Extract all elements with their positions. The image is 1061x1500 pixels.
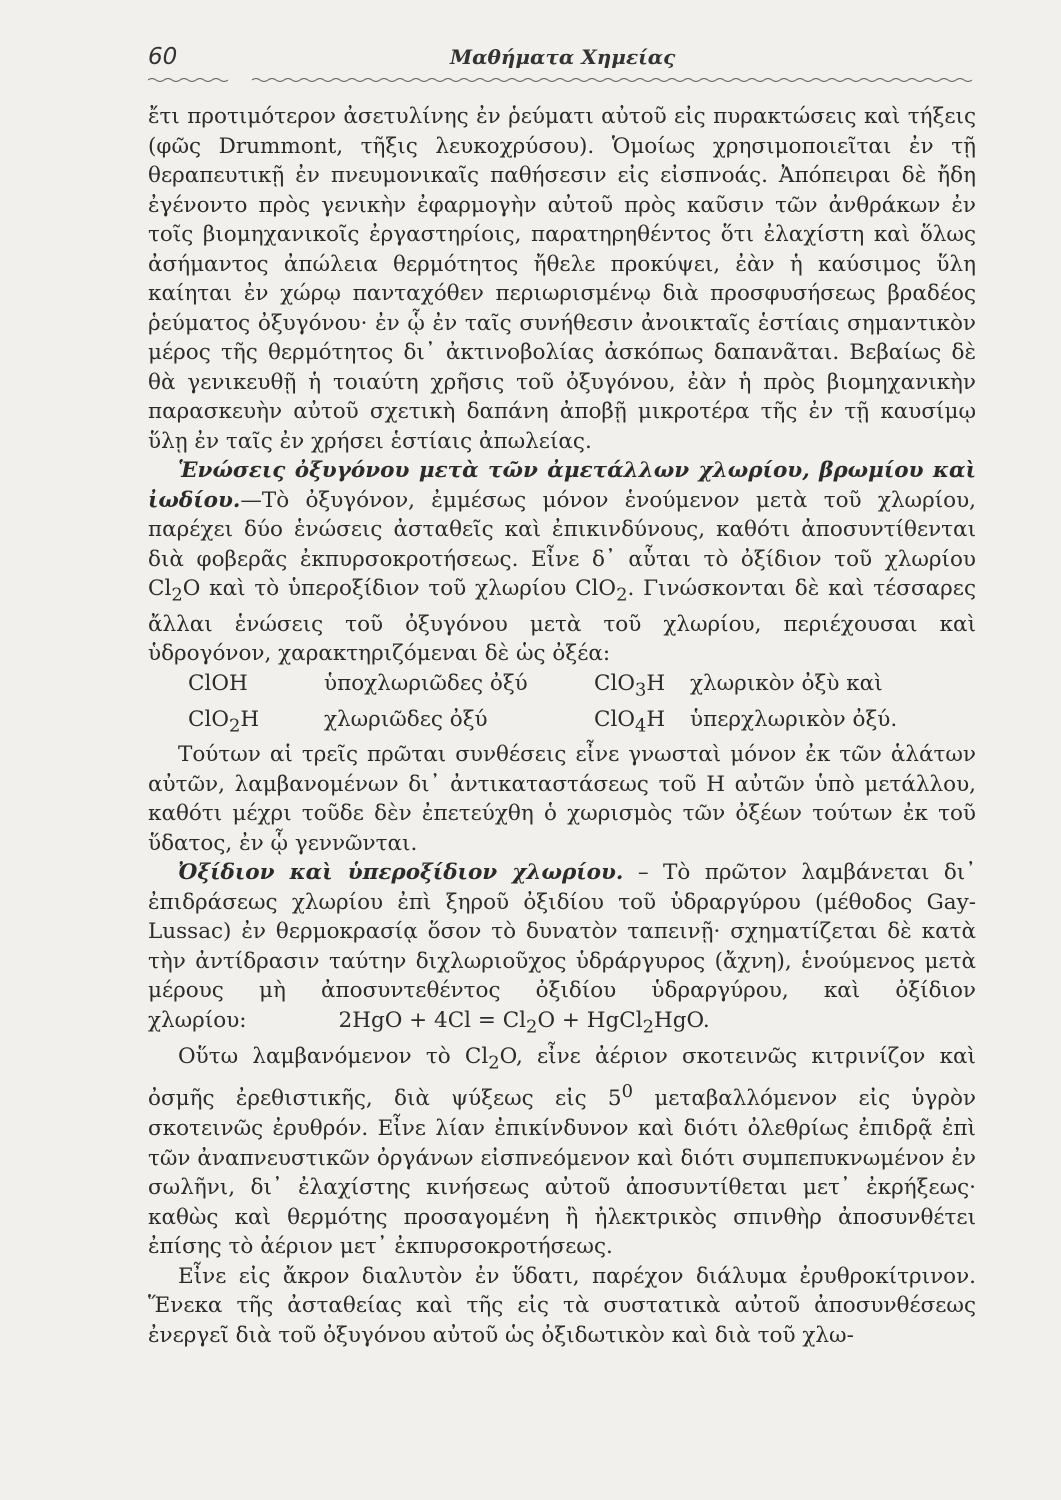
subscript: 2 [616,584,628,606]
paragraph-4 [148,858,976,1041]
paragraph-2-text-c: . Γινώσκονται δὲ καὶ τέσσαρες ἄλλαι ἑνώσεις τοῦ ὀξυγόνου μετὰ τοῦ χλωρίου, περιέχουσαι καὶ ὑδρογόνον, χαρακτηριζόμεναι δὲ ὡς ὀξέα: [148,576,976,667]
paragraph-2-text-b: O καὶ τὸ ὑπεροξίδιον τοῦ χλωρίου ClO [182,576,617,601]
section-heading-oxygen-halogen-compounds: Ἑνώσεις ὀξυγόνου μετὰ τῶν ἀμετάλλων χλωρίου, βρωμίου καὶ ἰωδίου. [148,458,976,513]
acid-formula: ClO$_3$H [594,670,666,701]
acid-name: χλωρικὸν ὀξὺ καὶ [690,670,883,696]
page-header [148,44,978,74]
acid-formula: ClO$_2$H [188,706,260,736]
subscript: 2 [171,584,183,606]
acid-name: ὑποχλωριῶδες ὀξύ [324,670,528,696]
subscript: 2 [488,1051,500,1073]
paragraph-2-text-a: —Τὸ ὀξυγόνον, ἐμμέσως μόνον ἑνούμενον μετὰ τοῦ χλωρίου, παρέχει δύο ἑνώσεις ἀσταθεῖς καὶ ἐπικινδύνους, καθότι ἀποσυντίθενται διὰ φοβερᾶς ἐκπυρσοκροτήσεως. Εἶνε δ᾽ αὗται τὸ ὀξίδιον τοῦ χλωρίου Cl [148,487,976,601]
acid-formula: ClO$_4$H [594,706,666,736]
superscript: 0 [621,1081,634,1103]
acid-name: χλωριῶδες ὀξύ [324,706,488,732]
acids-table [188,669,897,741]
paragraph-2 [148,456,976,669]
acids-row [188,705,897,741]
page-number: 60 [148,44,178,70]
paragraph-3: Τούτων αἱ τρεῖς πρῶται συνθέσεις εἶνε γνωσταὶ μόνον ἐκ τῶν ἁλάτων αὐτῶν, λαμβανομένων δι᾽ ἀντικαταστάσεως τοῦ Η αὐτῶν ὑπὸ μετάλλου, καθότι μέχρι τοῦδε δὲν ἐπετεύχθη ὁ χωρισμὸς τῶν ὀξέων τούτων ἐκ τοῦ ὕδατος, ἐν ᾧ γεννῶνται. [148,742,976,856]
paragraph-5: Οὕτω λαμβανόμενον τὸ $Cl_2O$, εἶνε ἀέριον σκοτεινῶς κιτρινίζον καὶ ὀσμῆς ἐρεθιστικῆς, διὰ ψύξεως εἰς $5^0$ μεταβαλλόμενον εἰς ὑγρὸν σκοτεινῶς ἐρυθρόν. Εἶνε λίαν ἐπικίνδυνον καὶ διότι ὀλεθρίως ἐπιδρᾷ ἐπὶ τῶν ἀναπνευστικῶν ὀργάνων εἰσπνεόμενον καὶ διότι συμπεπυκνωμένον ἐν σωλῆνι, δι᾽ ἐλαχίστης κινήσεως αὐτοῦ ἀποσυντίθεται μετ᾽ ἐκρήξεως· καθὼς καὶ θερμότης προσαγομένη ἢ ἠλεκτρικὸς σπινθὴρ ἀποσυνθέτει ἐπίσης τὸ ἀέριον μετ᾽ ἐκπυρσοκροτήσεως. [148,1043,976,1260]
paragraph-4-text: – Τὸ πρῶτον λαμβάνεται δι᾽ ἐπιδράσεως χλωρίου ἐπὶ ξηροῦ ὀξιδίου τοῦ ὑδραργύρου (μέθοδος Gay-Lussac) ἐν θερμοκρασίᾳ ὅσον τὸ δυνατὸν ταπεινῇ· σχηματίζεται δὲ κατὰ τὴν ἀντίδρασιν ταύτην διχλωριοῦχος ὑδράργυρος (ἄχνη), ἑνούμενος μετὰ μέρους μὴ ἀποσυντεθέντος ὀξιδίου ὑδραργύρου, καὶ ὀξίδιον χλωρίου: [148,860,976,1033]
section-heading-chlorine-oxides: Ὀξίδιον καὶ ὑπεροξίδιον χλωρίου. [178,860,624,886]
paragraph-1: ἔτι προτιμότερον ἀσετυλίνης ἐν ῥεύματι αὐτοῦ εἰς πυρακτώσεις καὶ τήξεις (φῶς Drummont, τῆξις λευκοχρύσου). Ὁμοίως χρησιμοποιεῖται ἐν τῇ θεραπευτικῇ ἐν πνευμονικαῖς παθήσεσιν εἰς εἰσπνοάς. Ἀπόπειραι δὲ ἤδη ἐγένοντο πρὸς γενικὴν ἐφαρμογὴν αὐτοῦ πρὸς καῦσιν τῶν ἀνθράκων ἐν τοῖς βιομηχανικοῖς ἐργαστηρίοις, παρατηρηθέντος ὅτι ἐλαχίστη καὶ ὅλως ἀσήμαντος ἀπώλεια θερμότητος ἤθελε προκύψει, ἐὰν ἡ καύσιμος ὕλη καίηται ἐν χώρῳ πανταχόθεν περιωρισμένῳ διὰ προσφυσήσεως βραδέος ῥεύματος ὀξυγόνου· ἐν ᾧ ἐν ταῖς συνήθεσιν ἀνοικταῖς ἑστίαις σημαντικὸν μέρος τῆς θερμότητος δι᾽ ἀκτινοβολίας ἀσκόπως δαπανᾶται. Βεβαίως δὲ θὰ γενικευθῇ ἡ τοιαύτη χρῆσις τοῦ ὀξυγόνου, ἐὰν ἡ πρὸς βιομηχανικὴν παρασκευὴν αὐτοῦ σχετικὴ δαπάνη ἀποβῇ μικροτέρα τῆς ἐν τῇ καυσίμῳ ὕλῃ ἐν ταῖς ἐν χρήσει ἑστίαις ἀπωλείας. [148,104,976,454]
text-body [148,102,976,1350]
acid-formula: ClOH [188,670,248,696]
paragraph-6: Εἶνε εἰς ἄκρον διαλυτὸν ἐν ὕδατι, παρέχον διάλυμα ἐρυθροκίτρινον. Ἕνεκα τῆς ἀσταθείας καὶ τῆς εἰς τὰ συστατικὰ αὐτοῦ ἀποσυνθέσεως ἐνεργεῖ διὰ τοῦ ὀξυγόνου αὐτοῦ ὡς ὀξιδωτικὸν καὶ διὰ τοῦ χλω- [148,1263,976,1348]
header-rule [148,76,978,84]
acids-row [188,669,897,705]
running-title: Μαθήματα Χημείας [450,45,676,69]
acid-name: ὑπερχλωρικὸν ὀξύ. [690,706,898,732]
chemical-equation: $2HgO + 4Cl = Cl_2O$ + HgCl$_2$HgO. [338,1007,710,1038]
